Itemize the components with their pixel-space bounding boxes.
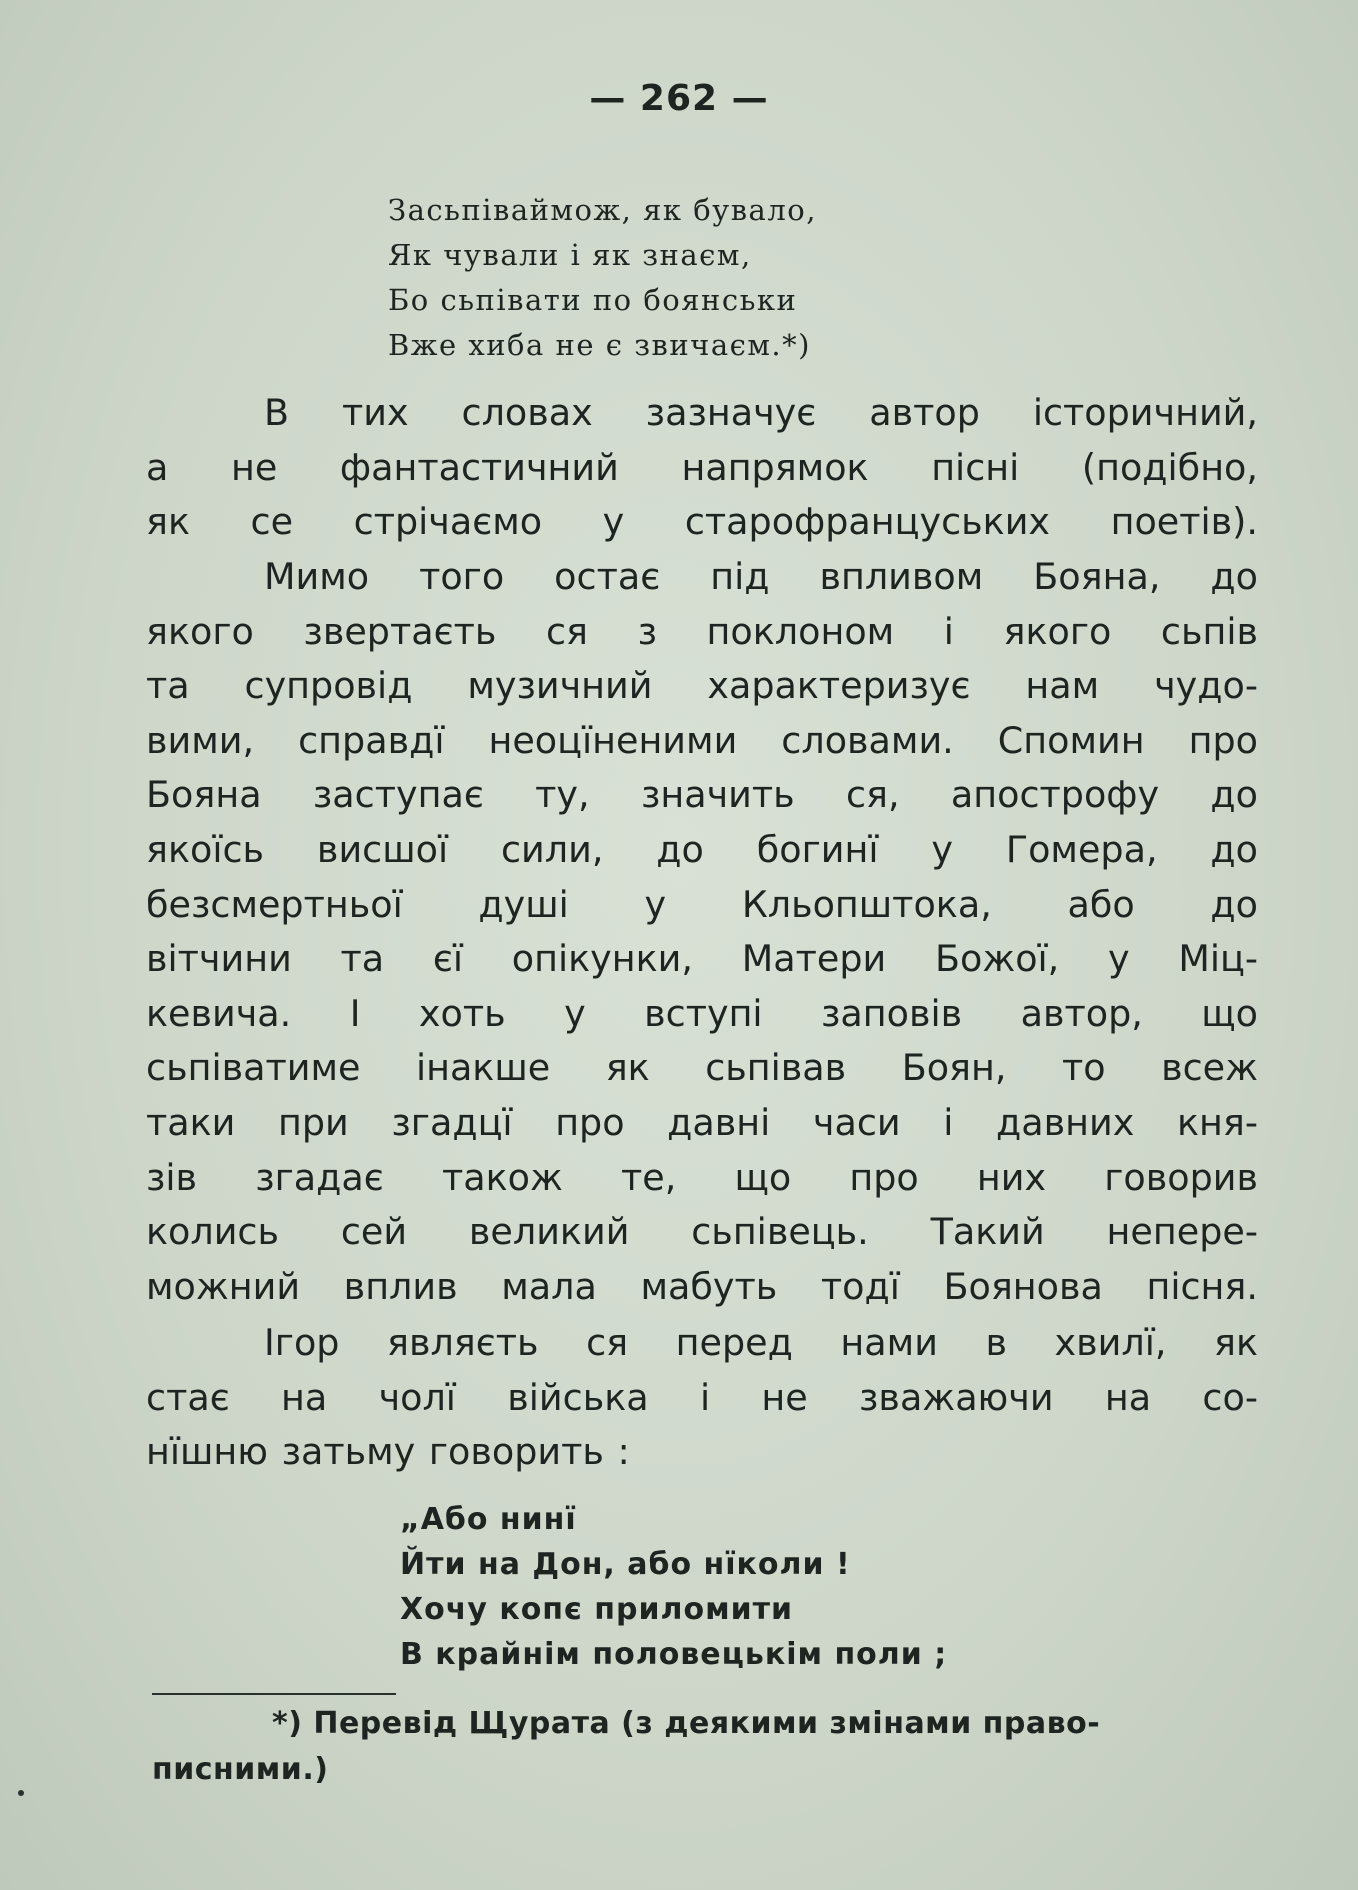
text-line: стає на чолї війська і не зважаючи на со- — [146, 1375, 1258, 1419]
text-line: таки при згадцї про давні часи і давних кня- — [146, 1100, 1258, 1144]
verse-line: Хочу копє приломити — [400, 1592, 794, 1627]
verse-line: Йти на Дон, або нїколи ! — [400, 1547, 851, 1582]
text-line: нїшню затьму говорить : — [146, 1430, 630, 1474]
text-line: В тих словах зазначує автор історичний, — [264, 391, 1258, 434]
text-line: колись сей великий сьпівець. Такий непере- — [146, 1210, 1258, 1254]
footnote-divider — [152, 1693, 396, 1695]
text-line: якоїсь висшої сили, до богинї у Гомера, до — [146, 827, 1258, 871]
verse-stanza-2 — [400, 1497, 947, 1677]
text-line: можний вплив мала мабуть тодї Боянова пісня. — [146, 1264, 1258, 1308]
page-number: — 262 — — [589, 78, 769, 119]
text-line: Ігор являєть ся перед нами в хвилї, як — [264, 1321, 1258, 1364]
text-line: кевича. І хоть у вступі заповів автор, що — [146, 991, 1258, 1035]
text-line: та супровід музичний характеризує нам чудо- — [146, 664, 1258, 708]
paragraph-1 — [146, 386, 1258, 550]
footnote-line: писними.) — [152, 1752, 329, 1787]
text-line: вітчини та єї опікунки, Матери Божої, у Міц- — [146, 937, 1258, 981]
text-line: якого звертаєть ся з поклоном і якого сьпів — [146, 609, 1258, 653]
verse-line: Бо сьпівати по боянськи — [388, 283, 798, 317]
paragraph-2 — [146, 550, 1258, 1314]
text-line: сьпіватиме інакше як сьпівав Боян, то всеж — [146, 1046, 1258, 1090]
verse-line: Як чували і як знаєм, — [388, 238, 752, 272]
verse-line: Засьпіваймож, як бувало, — [388, 193, 817, 227]
text-line: вими, справдї неоцїненими словами. Спомин про — [146, 718, 1258, 762]
text-line: безсмертньої душі у Кльопштока, або до — [146, 882, 1258, 926]
verse-line: В крайнім половецькім поли ; — [400, 1637, 948, 1672]
text-line: Мимо того остає під впливом Бояна, до — [264, 555, 1258, 598]
text-line: Бояна заступає ту, значить ся, апострофу до — [146, 773, 1258, 817]
footnote — [152, 1701, 1264, 1793]
ink-speck — [18, 1790, 24, 1796]
text-line: а не фантастичний напрямок пісні (подібно, — [146, 445, 1258, 489]
text-line: зів згадає також те, що про них говорив — [146, 1155, 1258, 1199]
paragraph-3 — [146, 1316, 1258, 1480]
verse-line: „Або нинї — [400, 1502, 577, 1537]
footnote-line: *) Перевід Щурата (з деякими змінами право- — [272, 1706, 1101, 1741]
text-line: як се стрічаємо у старофранцуських поетів). — [146, 500, 1258, 544]
verse-line: Вже хиба не є звичаєм.*) — [388, 328, 811, 362]
verse-stanza-1 — [388, 188, 817, 368]
